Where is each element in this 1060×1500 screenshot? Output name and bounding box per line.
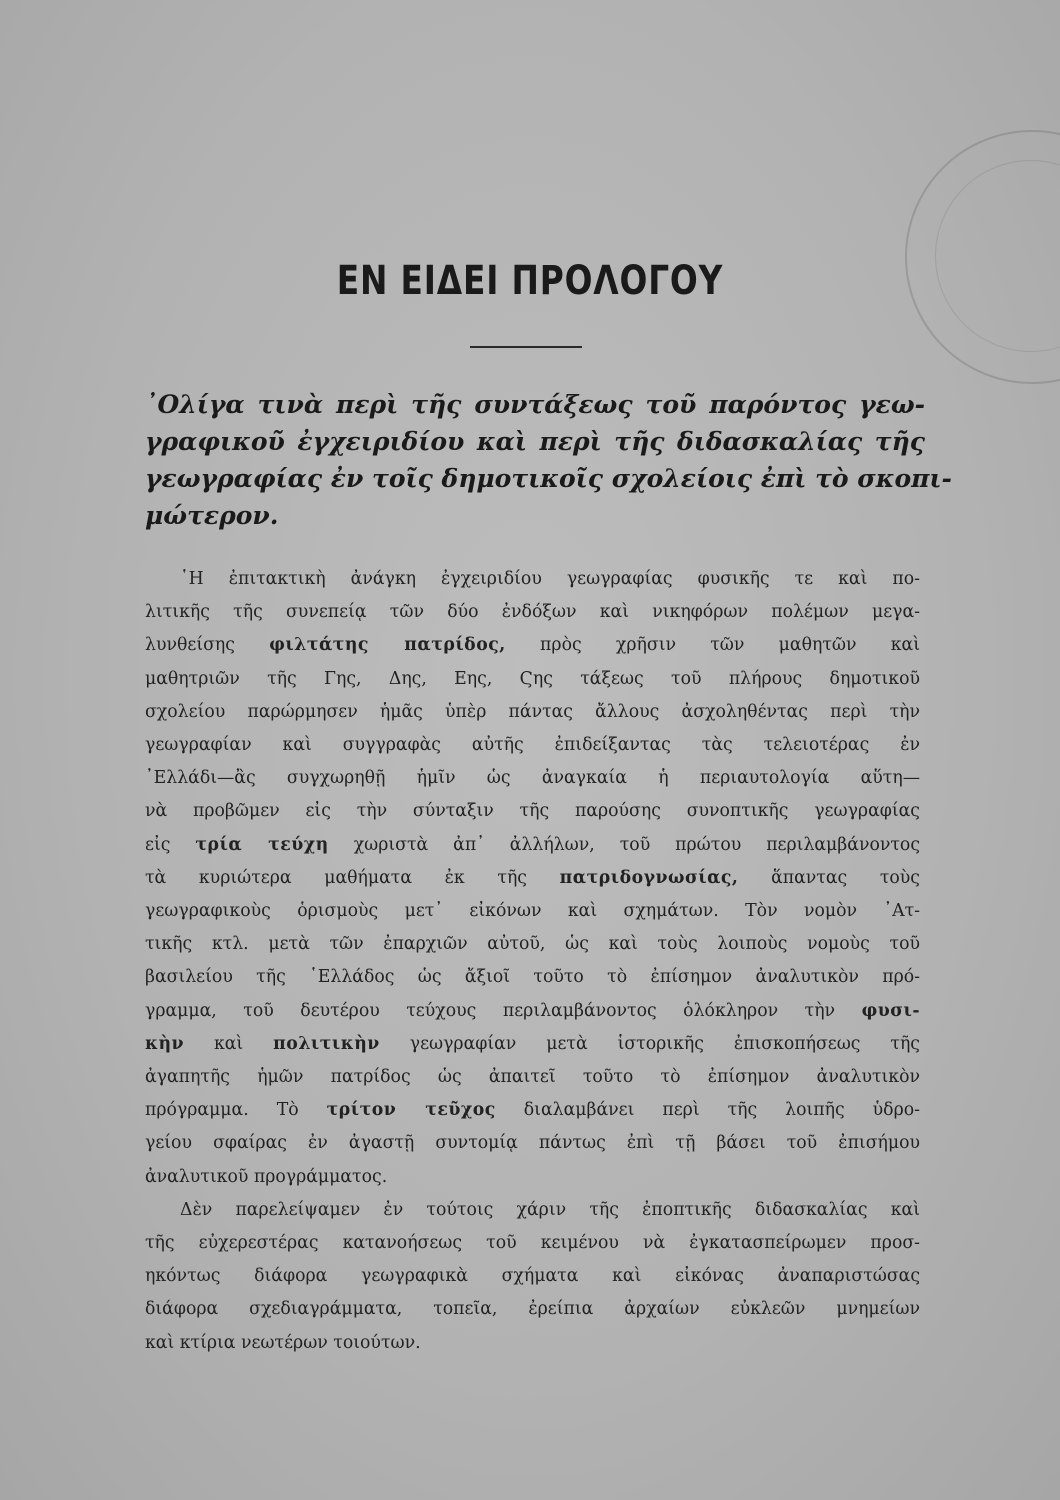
- text-line: τῆς εὐχερεστέρας κατανοήσεως τοῦ κειμένου νὰ ἐγκατασπείρωμεν προσ-: [145, 1233, 920, 1254]
- text-line: βασιλείου τῆς ῾Ελλάδος ὡς ἄξιοῖ τοῦτο τὸ ἐπίσημον ἀναλυτικὸν πρό-: [145, 967, 920, 988]
- text-line: ᾿Ελλάδι—ἂς συγχωρηθῇ ἡμῖν ὡς ἀναγκαία ἡ περιαυτολογία αὕτη—: [145, 768, 920, 789]
- text-line: [145, 995, 920, 1028]
- text-line: μαθητριῶν τῆς Γης, Δης, Εης, Ϛης τάξεως τοῦ πλήρους δημοτικοῦ: [145, 668, 920, 689]
- page-title: ΕΝ ΕΙΔΕΙ ΠΡΟΛΟΓΟΥ: [336, 258, 724, 304]
- text-run: ἅπαντας τοὺς: [771, 867, 920, 888]
- subtitle-line: γραφικοῦ ἐγχειριδίου καὶ περὶ τῆς διδασκαλίας τῆς: [145, 427, 925, 456]
- text-line: [145, 1028, 920, 1061]
- emphasis-text: τρίτον τεῦχος: [326, 1100, 496, 1121]
- text-run: χωριστὰ ἀπ᾿ ἀλλήλων, τοῦ πρώτου περιλαμβάνοντος: [353, 834, 921, 855]
- emphasis-text: κὴν: [145, 1033, 185, 1054]
- text-line: διάφορα σχεδιαγράμματα, τοπεῖα, ἐρείπια ἀρχαίων εὐκλεῶν μνημείων: [145, 1299, 920, 1320]
- text-run: γραμμα, τοῦ δευτέρου τεύχους περιλαμβάνοντος ὁλόκληρον τὴν: [145, 1000, 836, 1021]
- title-divider: [470, 346, 582, 348]
- text-line: γεωγραφίαν καὶ συγγραφὰς αὐτῆς ἐπιδείξαντας τὰς τελειοτέρας ἐν: [145, 735, 920, 756]
- text-line: νὰ προβῶμεν εἰς τὴν σύνταξιν τῆς παρούσης συνοπτικῆς γεωγραφίας: [145, 801, 920, 822]
- text-line: σχολείου παρώρμησεν ἡμᾶς ὑπὲρ πάντας ἄλλους ἀσχοληθέντας περὶ τὴν: [145, 701, 920, 722]
- text-line: [145, 629, 920, 662]
- emphasis-text: πολιτικὴν: [273, 1033, 380, 1054]
- text-line: καὶ κτίρια νεωτέρων τοιούτων.: [145, 1332, 421, 1353]
- text-run: εἰς: [145, 834, 171, 855]
- text-run: λυνθείσης: [145, 635, 235, 656]
- text-line: ῾Η ἐπιτακτικὴ ἀνάγκη ἐγχειριδίου γεωγραφίας φυσικῆς τε καὶ πο-: [180, 569, 920, 589]
- text-line: ηκόντως διάφορα γεωγραφικὰ σχήματα καὶ εἰκόνας ἀναπαριστώσας: [145, 1266, 920, 1287]
- text-line: ἀγαπητῆς ἡμῶν πατρίδος ὡς ἀπαιτεῖ τοῦτο τὸ ἐπίσημον ἀναλυτικὸν: [145, 1067, 920, 1088]
- text-run: τὰ κυριώτερα μαθήματα ἐκ τῆς: [145, 867, 527, 888]
- text-run: διαλαμβάνει περὶ τῆς λοιπῆς ὑδρο-: [523, 1100, 920, 1121]
- emphasis-text: πατριδογνωσίας,: [559, 867, 739, 888]
- emphasis-text: φιλτάτης πατρίδος,: [269, 635, 506, 656]
- subtitle-line: μώτερον.: [145, 501, 279, 530]
- text-run: πρόγραμμα. Τὸ: [145, 1100, 299, 1121]
- text-line: [145, 1094, 920, 1127]
- text-line: τικῆς κτλ. μετὰ τῶν ἐπαρχιῶν αὐτοῦ, ὡς καὶ τοὺς λοιποὺς νομοὺς τοῦ: [145, 934, 920, 955]
- text-line: γεωγραφικοὺς ὁρισμοὺς μετ᾿ εἰκόνων καὶ σχημάτων. Τὸν νομὸν ᾿Ατ-: [145, 901, 920, 922]
- text-run: γεωγραφίαν μετὰ ἱστορικῆς ἐπισκοπήσεως τῆς: [409, 1033, 920, 1054]
- emphasis-text: φυσι-: [861, 1000, 920, 1021]
- text-line: [145, 862, 920, 895]
- text-line: γείου σφαίρας ἐν ἀγαστῇ συντομίᾳ πάντως ἐπὶ τῇ βάσει τοῦ ἐπισήμου: [145, 1133, 920, 1154]
- subtitle-line: γεωγραφίας ἐν τοῖς δημοτικοῖς σχολείοις ἐπὶ τὸ σκοπι-: [145, 464, 952, 493]
- text-line: [145, 829, 920, 862]
- text-line: Δὲν παρελείψαμεν ἐν τούτοις χάριν τῆς ἐποπτικῆς διδασκαλίας καὶ: [180, 1199, 920, 1220]
- body-text: [145, 563, 920, 1360]
- text-line: λιτικῆς τῆς συνεπείᾳ τῶν δύο ἐνδόξων καὶ νικηφόρων πολέμων μεγα-: [145, 602, 920, 623]
- text-line: ἀναλυτικοῦ προγράμματος.: [145, 1166, 388, 1187]
- emphasis-text: τρία τεύχη: [195, 834, 329, 855]
- subtitle-line: ᾿Ολίγα τινὰ περὶ τῆς συντάξεως τοῦ παρόντος γεω-: [145, 390, 925, 419]
- text-run: καὶ: [213, 1033, 244, 1054]
- section-subtitle: [145, 386, 952, 534]
- text-run: πρὸς χρῆσιν τῶν μαθητῶν καὶ: [540, 635, 920, 656]
